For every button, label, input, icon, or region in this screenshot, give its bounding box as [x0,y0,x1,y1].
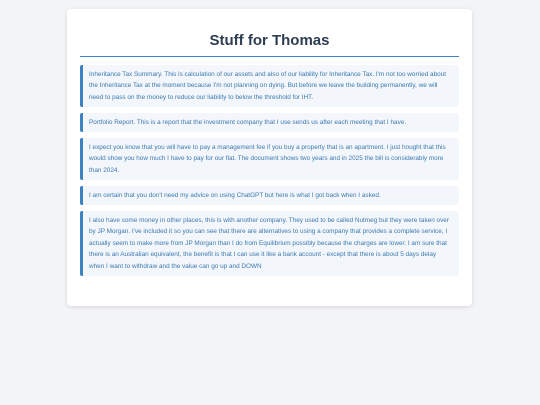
note-chatgpt-advice [80,186,459,205]
note-management-fee [80,138,459,180]
note-text: Portfolio Report. This is a report that the investment company that I use sends us after each meeting that I have. [89,119,407,126]
note-text: I also have some money in other places, this is with another company. They used to be called Nutmeg but they were taken over by JP Morgan. I've included it so you can see that there are alternatives to using a company that provides a complete service, I actually seem to make more from JP Morgan than I do from Equilibrium possibly because the charges are lower. I am sure that there is an Australian equivalent, the benefit is that I can use it like a bank account - except that there is about 5 days delay when I want to withdraw and the value can go up and DOWN [89,217,449,270]
note-text: Inheritance Tax Summary. This is calculation of our assets and also of our liability for Inheritance Tax. I'm not too worried about the Inheritance Tax at the moment because I'm not planning on dying. But before we leave the building permanently, we will need to pass on the money to reduce our liability to below the threshold for IHT. [89,71,447,101]
note-text: I expect you know that you will have to pay a management fee if you buy a property that is an apartment. I just hought that this would show you how much I have to pay for our flat. The document shows two years and in 2025 the bill is considerably more than 2024. [89,144,446,174]
title-divider [80,56,459,57]
note-text: I am certain that you don't need my advice on using ChatGPT but here is what I got back when I asked. [89,192,381,199]
page-title: Stuff for Thomas [209,32,330,49]
note-inheritance-tax [80,65,459,107]
document-page [67,9,472,306]
note-jp-morgan [80,211,459,276]
note-portfolio-report [80,113,459,132]
